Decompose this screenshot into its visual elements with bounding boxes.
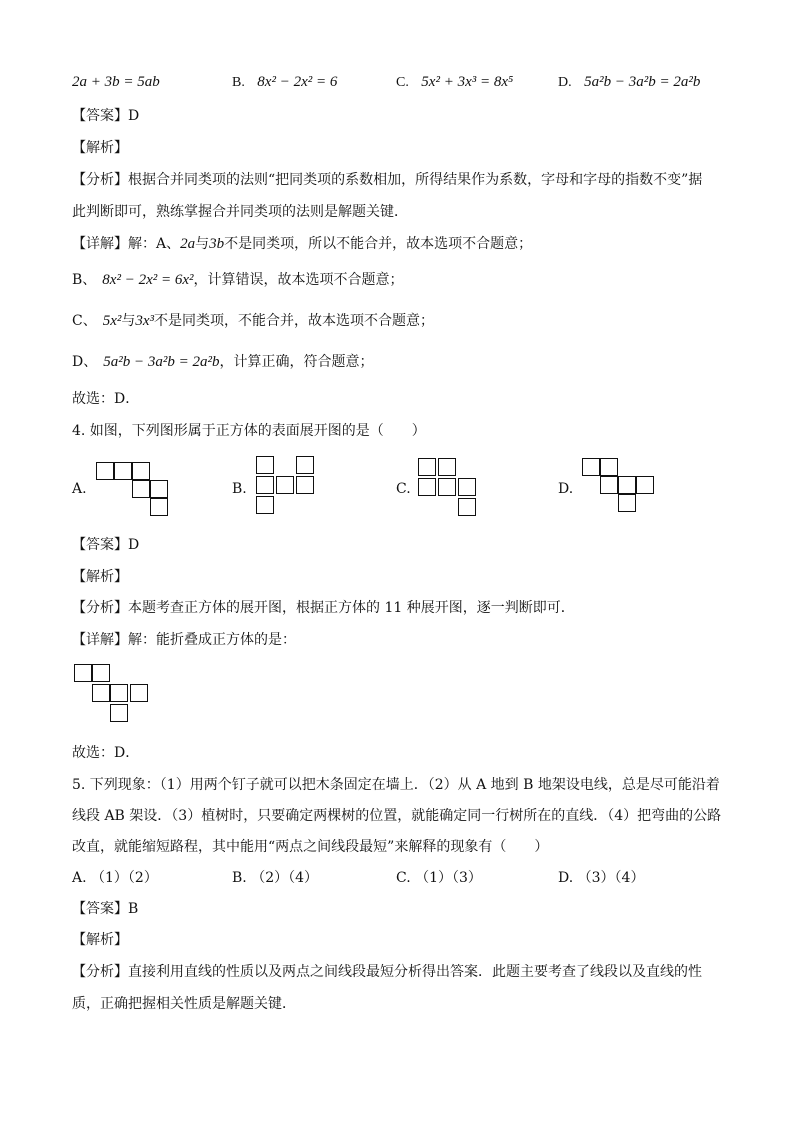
net-cell — [110, 704, 128, 722]
q4-net-b — [256, 456, 318, 516]
q3-detail-d-suffix: ，计算正确，符合题意； — [219, 354, 374, 370]
q3-detail-c-math2: 3x³ — [135, 313, 155, 329]
q3-option-b-label: B. — [232, 75, 245, 90]
net-cell — [110, 684, 128, 702]
q4-fenxi: 【分析】本题考查正方体的展开图，根据正方体的 11 种展开图，逐一判断即可． — [72, 600, 575, 616]
net-cell — [296, 456, 314, 474]
net-cell — [256, 496, 274, 514]
q3-jiexi: 【解析】 — [72, 140, 128, 156]
q4-net-a — [96, 462, 174, 518]
q5-fenxi-line1: 【分析】直接利用直线的性质以及两点之间线段最短分析得出答案．此题主要考查了线段以及直线的性 — [72, 964, 702, 980]
q5-option-b: B. （2）（4） — [232, 870, 319, 886]
q3-option-c-label: C. — [396, 75, 409, 90]
q5-fenxi-line2: 质，正确把握相关性质是解题关键． — [72, 996, 296, 1012]
q3-option-a: 2a + 3b = 5ab — [72, 74, 160, 90]
q3-detail-c-math1: 5x² — [102, 313, 122, 329]
net-cell — [114, 462, 132, 480]
net-cell — [256, 476, 274, 494]
q5-answer: 【答案】B — [72, 901, 139, 917]
net-cell — [132, 480, 150, 498]
net-cell — [600, 476, 618, 494]
net-cell — [150, 498, 168, 516]
q3-detail-a-math1: 2a — [180, 236, 196, 252]
q4-label-a: A. — [72, 481, 87, 497]
q4-net-d — [582, 458, 658, 516]
net-cell — [418, 478, 436, 496]
net-cell — [636, 476, 654, 494]
q3-detail-b-prefix: B、 — [72, 272, 97, 288]
q3-detail-a-math2: 3b — [209, 236, 225, 252]
q3-detail-b-math: 8x² − 2x² = 6x² — [102, 272, 194, 288]
q4-net-c — [418, 458, 478, 518]
q5-option-a: A. （1）（2） — [72, 870, 158, 886]
net-cell — [132, 462, 150, 480]
q3-option-b — [232, 72, 337, 93]
net-cell — [618, 476, 636, 494]
q3-detail-d — [72, 352, 373, 372]
net-cell — [150, 480, 168, 498]
q3-option-d-math: 5a²b − 3a²b = 2a²b — [584, 74, 701, 90]
q3-fenxi-line1: 【分析】根据合并同类项的法则“把同类项的系数相加，所得结果作为系数，字母和字母的指数不变”据 — [72, 172, 703, 188]
q5-option-c: C. （1）（3） — [396, 870, 482, 886]
q4-stem: 4. 如图，下列图形属于正方体的表面展开图的是（ ） — [72, 423, 426, 439]
net-cell — [600, 458, 618, 476]
q4-detail: 【详解】解：能折叠成正方体的是： — [72, 632, 296, 648]
net-cell — [438, 478, 456, 496]
q3-detail-b-suffix: ，计算错误，故本选项不合题意； — [193, 272, 404, 288]
q4-select: 故选：D． — [72, 745, 140, 761]
q3-detail-a-prefix: 【详解】解：A、 — [72, 236, 181, 252]
net-cell — [438, 458, 456, 476]
net-cell — [458, 478, 476, 496]
q5-jiexi: 【解析】 — [72, 932, 128, 948]
q4-jiexi: 【解析】 — [72, 569, 128, 585]
q5-option-d: D. （3）（4） — [558, 870, 645, 886]
net-cell — [582, 458, 600, 476]
net-cell — [618, 494, 636, 512]
net-cell — [74, 664, 92, 682]
q4-solution-net — [74, 664, 152, 724]
q5-stem-line2: 线段 AB 架设．（3）植树时，只要确定两棵树的位置，就能确定同一行树所在的直线．（4）把弯曲的公路 — [72, 808, 722, 824]
net-cell — [276, 476, 294, 494]
net-cell — [92, 664, 110, 682]
q3-option-d — [558, 72, 700, 93]
net-cell — [92, 684, 110, 702]
net-cell — [96, 462, 114, 480]
q3-detail-a-suffix: 不是同类项，所以不能合并，故本选项不合题意； — [224, 236, 533, 252]
q4-label-c: C. — [396, 481, 411, 497]
q3-select: 故选：D． — [72, 391, 140, 407]
q3-option-d-label: D. — [558, 75, 572, 90]
q4-label-d: D. — [558, 481, 574, 497]
q3-answer: 【答案】D — [72, 108, 140, 124]
q3-fenxi-line2: 此判断即可，熟练掌握合并同类项的法则是解题关键． — [72, 204, 408, 220]
q3-detail-c-suffix: 不是同类项，不能合并，故本选项不合题意； — [154, 313, 435, 329]
q5-stem-line1: 5. 下列现象：（1）用两个钉子就可以把木条固定在墙上．（2）从 A 地到 B 地架设电线，总是尽可能沿着 — [72, 777, 720, 793]
q5-stem-line3: 改直，就能缩短路程，其中能用“两点之间线段最短”来解释的现象有（ ） — [72, 839, 549, 855]
q3-detail-d-math: 5a²b − 3a²b = 2a²b — [103, 354, 220, 370]
net-cell — [296, 476, 314, 494]
q4-label-b: B. — [232, 481, 247, 497]
q3-detail-d-prefix: D、 — [72, 354, 98, 370]
net-cell — [130, 684, 148, 702]
q4-answer: 【答案】D — [72, 537, 140, 553]
q3-option-b-math: 8x² − 2x² = 6 — [257, 74, 338, 90]
q3-detail-a — [72, 234, 532, 254]
net-cell — [256, 456, 274, 474]
q3-option-c-math: 5x² + 3x³ = 8x⁵ — [421, 74, 514, 90]
net-cell — [418, 458, 436, 476]
q3-detail-c-prefix: C、 — [72, 313, 97, 329]
q3-detail-a-mid: 与 — [195, 236, 210, 252]
q3-detail-c-mid: 与 — [121, 313, 136, 329]
q3-detail-c — [72, 311, 434, 331]
q3-option-c — [396, 72, 513, 93]
q3-detail-b — [72, 270, 404, 290]
net-cell — [458, 498, 476, 516]
